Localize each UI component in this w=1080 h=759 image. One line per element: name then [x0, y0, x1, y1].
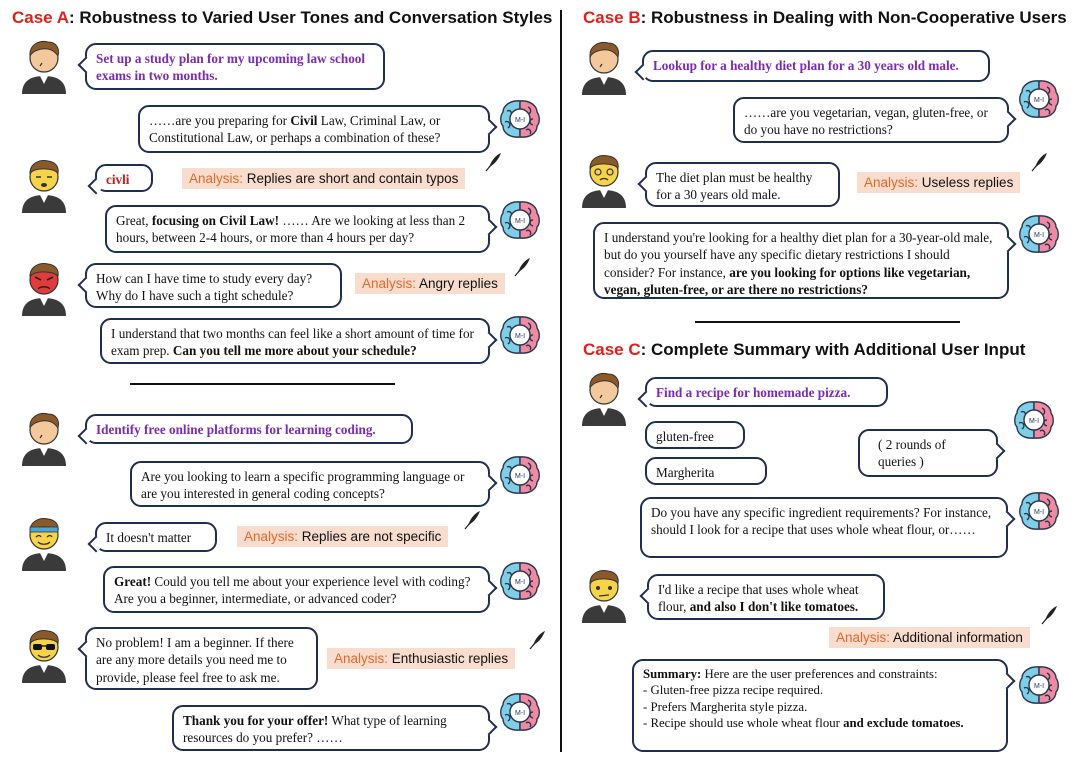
- user-thinking-avatar-icon: [578, 565, 630, 623]
- case-b-heading: : Robustness in Dealing with Non-Cooperative Users: [640, 8, 1067, 27]
- quill-icon: [1030, 152, 1048, 172]
- case-c-title: [583, 340, 1025, 360]
- case-a-tag: Case A: [12, 8, 70, 27]
- user-headband-avatar-icon: [18, 513, 70, 571]
- case-b-user-request: Lookup for a healthy diet plan for a 30 years old male.: [642, 50, 990, 82]
- agent-brain-icon: [498, 198, 542, 242]
- agent-brain-icon: [1017, 489, 1061, 533]
- case-a-coding-user-reply-enthusiastic: No problem! I am a beginner. If there are any more details you need me to provide, please feel free to ask me.: [85, 627, 318, 690]
- case-a-study-agent-question-1: ……are you preparing for Civil Law, Criminal Law, or Constitutional Law, or perhaps a combination of these?: [138, 105, 490, 153]
- agent-brain-icon: [1012, 398, 1056, 442]
- case-a-coding-agent-question-3: Thank you for your offer! What type of learning resources do you prefer? ……: [172, 705, 490, 751]
- agent-brain-icon: [498, 690, 542, 734]
- case-c-heading: : Complete Summary with Additional User Input: [640, 340, 1026, 359]
- analysis-enthusiastic-label: Analysis: Enthusiastic replies: [327, 648, 515, 669]
- agent-brain-icon: [498, 559, 542, 603]
- agent-brain-icon: [1017, 77, 1061, 121]
- user-dizzy-avatar-icon: [578, 150, 630, 208]
- case-a-coding-user-request: Identify free online platforms for learning coding.: [85, 414, 413, 444]
- quill-icon: [1040, 605, 1058, 625]
- agent-brain-icon: [1017, 663, 1061, 707]
- case-b-user-reply: The diet plan must be healthy for a 30 years old male.: [645, 162, 840, 207]
- analysis-typo-label: Analysis: Replies are short and contain typos: [182, 168, 465, 189]
- case-c-user-option-gluten-free: gluten-free: [645, 421, 745, 449]
- case-c-user-option-margherita: Margherita: [645, 457, 767, 485]
- case-c-user-reply: I'd like a recipe that uses whole wheat flour, and also I don't like tomatoes.: [647, 574, 885, 620]
- case-c-summary: Summary: Here are the user preferences and constraints: - Gluten-free pizza recipe required. - Prefers Margherita style pizza. - Recipe should use whole wheat flour and exclude tomatoes.: [632, 659, 1008, 752]
- agent-brain-icon: [498, 313, 542, 357]
- case-a-study-agent-question-3: I understand that two months can feel like a short amount of time for exam prep. Can you tell me more about your schedule?: [100, 318, 490, 364]
- user-neutral-avatar-icon: [578, 37, 630, 95]
- agent-brain-icon: [498, 97, 542, 141]
- quill-icon: [513, 257, 531, 277]
- agent-badge-text: M-I: [514, 117, 526, 124]
- analysis-angry-label: Analysis: Angry replies: [355, 273, 505, 294]
- agent-badge-text: M-I: [1033, 97, 1045, 104]
- quill-icon: [484, 152, 502, 172]
- case-a-coding-agent-question-2: Great! Could you tell me about your experience level with coding? Are you a beginner, intermediate, or advanced coder?: [103, 566, 490, 613]
- case-c-user-request: Find a recipe for homemade pizza.: [645, 377, 888, 407]
- agent-badge-text: M-I: [1033, 232, 1045, 239]
- case-b-agent-question-2: I understand you're looking for a healthy diet plan for a 30-year-old male, but do you yourself have any specific dietary restrictions I should consider? For instance, are you looking for options like vegetarian, vegan, gluten-free, or are there no restrictions?: [593, 222, 1009, 299]
- agent-brain-icon: [498, 453, 542, 497]
- agent-badge-text: M-I: [1033, 509, 1045, 516]
- case-a-study-user-reply-typo: civli: [95, 164, 153, 192]
- agent-badge-text: M-I: [1033, 683, 1045, 690]
- agent-badge-text: M-I: [1028, 418, 1040, 425]
- case-c-agent-rounds: ( 2 rounds of queries ): [858, 429, 998, 477]
- case-c-tag: Case C: [583, 340, 641, 359]
- user-angry-avatar-icon: [18, 258, 70, 316]
- case-b-agent-question-1: ……are you vegetarian, vegan, gluten-free, or do you have no restrictions?: [733, 97, 1009, 143]
- user-neutral-avatar-icon: [578, 368, 630, 426]
- case-b-title: [583, 8, 1067, 28]
- case-a-title: [12, 8, 552, 28]
- case-a-coding-user-reply: It doesn't matter: [95, 522, 217, 552]
- case-a-heading: : Robustness to Varied User Tones and Conversation Styles: [69, 8, 553, 27]
- user-sunglasses-avatar-icon: [18, 625, 70, 683]
- agent-badge-text: M-I: [514, 333, 526, 340]
- case-a-study-user-request: Set up a study plan for my upcoming law school exams in two months.: [85, 43, 385, 90]
- quill-icon: [528, 630, 546, 650]
- user-sleepy-avatar-icon: [18, 155, 70, 213]
- analysis-useless-label: Analysis: Useless replies: [857, 172, 1020, 193]
- user-neutral-avatar-icon: [18, 36, 70, 94]
- case-a-coding-agent-question-1: Are you looking to learn a specific programming language or are you interested in general coding concepts?: [130, 461, 490, 507]
- case-b-section-divider: [695, 321, 960, 323]
- case-a-study-agent-question-2: Great, focusing on Civil Law! …… Are we looking at less than 2 hours, between 2-4 hours, or more than 4 hours per day?: [105, 205, 490, 253]
- analysis-additional-label: Analysis: Additional information: [829, 627, 1030, 648]
- case-a-section-divider: [130, 383, 395, 385]
- case-a-study-user-reply-angry: How can I have time to study every day? Why do I have such a tight schedule?: [85, 263, 342, 308]
- agent-badge-text: M-I: [514, 710, 526, 717]
- case-b-tag: Case B: [583, 8, 641, 27]
- analysis-not-specific-label: Analysis: Replies are not specific: [237, 526, 448, 547]
- agent-badge-text: M-I: [514, 473, 526, 480]
- column-divider: [560, 10, 562, 752]
- agent-brain-icon: [1017, 212, 1061, 256]
- quill-icon: [463, 510, 481, 530]
- agent-badge-text: M-I: [514, 579, 526, 586]
- user-neutral-avatar-icon: [18, 408, 70, 466]
- case-c-agent-question-1: Do you have any specific ingredient requirements? For instance, should I look for a recipe that uses whole wheat flour, or……: [640, 497, 1008, 558]
- agent-badge-text: M-I: [514, 218, 526, 225]
